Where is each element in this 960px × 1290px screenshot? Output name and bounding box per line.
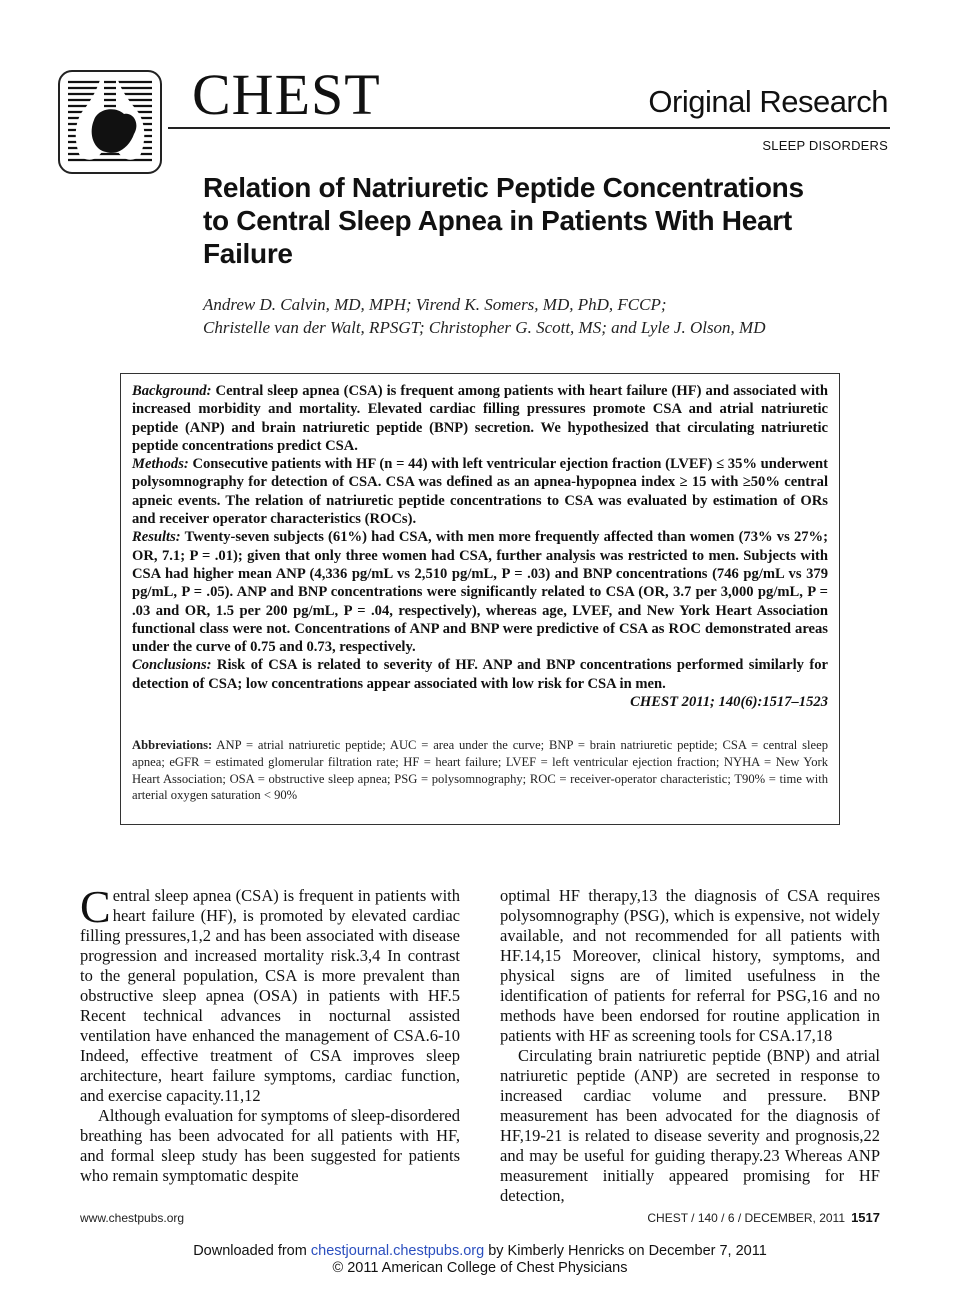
- body-column-right: [500, 886, 880, 1206]
- journal-name: CHEST: [192, 62, 381, 127]
- footer-website-link[interactable]: www.chestpubs.org: [80, 1211, 185, 1225]
- journal-citation: CHEST 2011; 140(6):1517–1523: [630, 694, 828, 711]
- page-number: 1517: [851, 1210, 880, 1225]
- download-source-link[interactable]: chestjournal.chestpubs.org: [310, 1243, 485, 1259]
- abbreviations: Abbreviations: ANP = atrial natriuretic peptide; AUC = area under the curve; BNP = brain natriuretic peptide; CSA = central sleep apnea; eGFR = estimated glomerular filtration rate; HF = heart failure; LVEF = left ventricular ejection fraction; NYHA = New York Heart Association; OSA = obstructive sleep apnea; PSG = polysomnography; ROC = receiver-operator characteristic; T90% = time with arterial oxygen saturation < 90%: [132, 738, 828, 803]
- authors-line-1: Andrew D. Calvin, MD, MPH; Virend K. Somers, MD, PhD, FCCP;: [203, 295, 667, 314]
- drop-cap: C: [80, 881, 111, 932]
- header-rule: [168, 127, 890, 129]
- body-paragraph: Circulating brain natriuretic peptide (BNP) and atrial natriuretic peptide (ANP) are secreted in response to increased cardiac volume and pressure. BNP measurement has been advocated for the diagnosis of HF,19-21 is related to disease severity and prognosis,22 and may be useful for guiding therapy.23 Whereas ANP measurement initially appeared promising for HF detection,: [500, 1046, 880, 1205]
- abstract-box: [120, 373, 840, 825]
- chest-lungs-heart-logo-icon: [60, 72, 160, 172]
- body-paragraph: optimal HF therapy,13 the diagnosis of CSA requires polysomnography (PSG), which is expensive, not widely available, and not recommended for all patients with HF.14,15 Moreover, clinical history, symptoms, and physical signs are of limited usefulness in the identification of patients for referral for PSG,16 and no methods have been endorsed for routine application in patients with HF as screening tools for CSA.17,18: [500, 886, 880, 1045]
- journal-logo: [58, 70, 162, 174]
- authors-line-2: Christelle van der Walt, RPSGT; Christopher G. Scott, MS; and Lyle J. Olson, MD: [203, 318, 766, 337]
- author-list: [203, 293, 843, 339]
- abstract-background: Background: Central sleep apnea (CSA) is frequent among patients with heart failure (HF) and associated with increased morbidity and mortality. Elevated cardiac filling pressures promote CSA and atrial natriuretic peptide (ANP) and brain natriuretic peptide (BNP) secretion. We hypothesized that circulating natriuretic peptide concentrations predict CSA.: [132, 383, 828, 454]
- abstract-methods: Methods: Consecutive patients with HF (n = 44) with left ventricular ejection fraction (LVEF) ≤ 35% underwent polysomnography for detection of CSA. CSA was defined as an apnea-hypopnea index ≥ 15 with ≥50% central apneic events. The relation of natriuretic peptide concentrations to CSA was evaluated by estimation of ORs and receiver operator characteristics (ROCs).: [132, 456, 828, 528]
- abstract-results: Results: Twenty-seven subjects (61%) had CSA, with men more frequently affected than women (73% vs 27%; OR, 7.1; P = .01); given that only three women had CSA, further analysis was restricted to men. Subjects with CSA had higher mean ANP (4,336 pg/mL vs 2,510 pg/mL, P = .03) and BNP concentrations (746 pg/mL vs 379 pg/mL, P = .05). ANP and BNP concentrations were significantly related to CSA (OR, 3.7 per 3,000 pg/mL, P = .03 and OR, 1.5 per 200 pg/mL, P = .04, respectively), whereas age, LVEF, and New York Heart Association functional class were not. Concentrations of ANP and BNP were predictive of CSA as ROC demonstrated areas under the curve of 0.75 and 0.73, respectively.: [132, 529, 828, 656]
- abstract-conclusions: Conclusions: Risk of CSA is related to severity of HF. ANP and BNP concentrations performed similarly for detection of CSA; low concentrations appear associated with low risk for CSA in men.: [132, 657, 828, 692]
- download-notice: Downloaded from chestjournal.chestpubs.org by Kimberly Henricks on December 7, 2011: [193, 1243, 767, 1259]
- article-title: Relation of Natriuretic Peptide Concentrations to Central Sleep Apnea in Patients With Heart Failure: [203, 172, 804, 269]
- section-label: Original Research: [648, 84, 888, 119]
- body-column-left: [80, 881, 460, 1186]
- body-paragraph: Although evaluation for symptoms of sleep-disordered breathing has been advocated for all patients with HF, and formal sleep study has been suggested for patients who remain symptomatic despite: [80, 1106, 460, 1185]
- subsection-label: SLEEP DISORDERS: [762, 138, 888, 153]
- copyright-notice: © 2011 American College of Chest Physicians: [332, 1260, 628, 1276]
- body-paragraph: Central sleep apnea (CSA) is frequent in patients with heart failure (HF), is promoted by elevated cardiac filling pressures,1,2 and has been associated with disease progression and increased mortality risk.3,4 In contrast to the general population, CSA is more prevalent than obstructive sleep apnea (OSA) in patients with HF.5 Recent technical advances in nocturnal assisted ventilation have enhanced the management of CSA.6-10 Indeed, effective treatment of CSA improves sleep architecture, heart failure symptoms, cardiac function, and exercise capacity.11,12: [80, 881, 460, 1105]
- footer-issue-info: CHEST / 140 / 6 / DECEMBER, 2011: [647, 1211, 845, 1225]
